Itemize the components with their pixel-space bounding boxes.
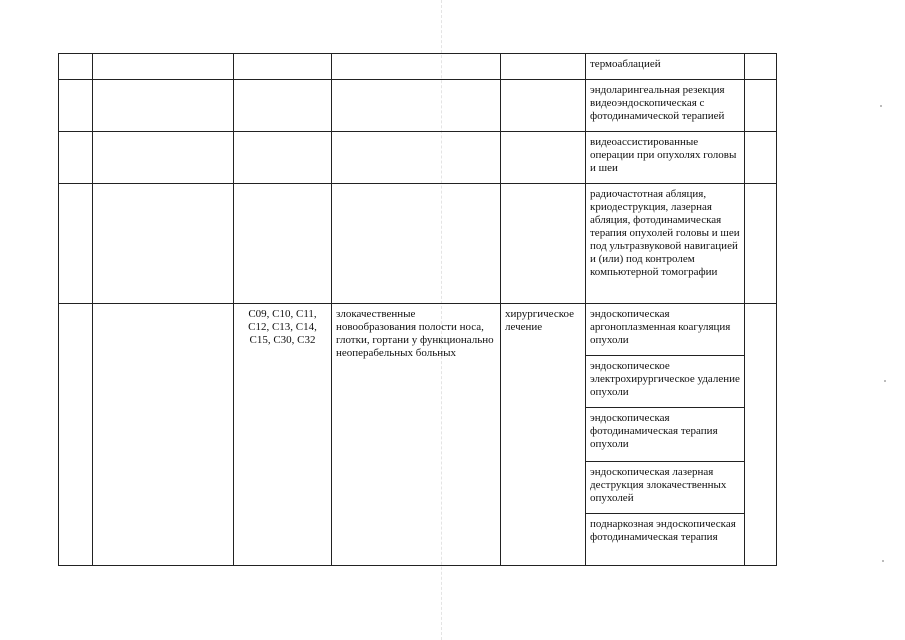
cell-profile: [93, 132, 234, 184]
cell-diagnosis: [332, 132, 501, 184]
cell-method: эндоскопическая лазерная деструкция злокачественных опухолей: [586, 462, 745, 514]
cell-method: термоаблацией: [586, 54, 745, 80]
cell-treatment: [501, 54, 586, 80]
cell-codes: [234, 80, 332, 132]
cell-treatment: [501, 80, 586, 132]
cell-method: поднаркозная эндоскопическая фотодинамическая терапия: [586, 514, 745, 566]
cell-codes: [234, 132, 332, 184]
cell-method: эндоскопическая аргоноплазменная коагуляция опухоли: [586, 304, 745, 356]
cell-method: эндоларингеальная резекция видеоэндоскопическая с фотодинамической терапией: [586, 80, 745, 132]
cell-profile: [93, 54, 234, 80]
cell-codes: C09, C10, C11, C12, C13, C14, C15, C30, C32: [234, 304, 332, 566]
cell-method: эндоскопическое электрохирургическое удаление опухоли: [586, 356, 745, 408]
cell-number: [59, 184, 93, 304]
cell-norm: [745, 184, 777, 304]
cell-norm: [745, 80, 777, 132]
table-row: [59, 132, 777, 184]
cell-profile: [93, 184, 234, 304]
cell-profile: [93, 80, 234, 132]
scan-artifact: [880, 105, 882, 107]
cell-diagnosis: злокачественные новообразования полости носа, глотки, гортани у функционально неоперабельных больных: [332, 304, 501, 566]
scan-artifact: [884, 380, 886, 382]
cell-profile: [93, 304, 234, 566]
cell-number: [59, 304, 93, 566]
cell-treatment: [501, 132, 586, 184]
cell-diagnosis: [332, 184, 501, 304]
scan-artifact: [882, 560, 884, 562]
cell-codes: [234, 54, 332, 80]
cell-number: [59, 54, 93, 80]
medical-care-table: [58, 53, 777, 566]
cell-norm: [745, 54, 777, 80]
cell-diagnosis: [332, 54, 501, 80]
cell-number: [59, 80, 93, 132]
cell-norm: [745, 304, 777, 566]
cell-diagnosis: [332, 80, 501, 132]
cell-norm: [745, 132, 777, 184]
table-row: [59, 304, 777, 356]
cell-method: радиочастотная абляция, криодеструкция, лазерная абляция, фотодинамическая терапия опухолей головы и шеи под ультразвуковой навигацией и (или) под контролем компьютерной томографии: [586, 184, 745, 304]
table-row: [59, 184, 777, 304]
cell-treatment: [501, 184, 586, 304]
cell-codes: [234, 184, 332, 304]
cell-method: видеоассистированные операции при опухолях головы и шеи: [586, 132, 745, 184]
cell-method: эндоскопическая фотодинамическая терапия опухоли: [586, 408, 745, 462]
table-row: [59, 80, 777, 132]
table-row: [59, 54, 777, 80]
cell-number: [59, 132, 93, 184]
cell-treatment: хирургическое лечение: [501, 304, 586, 566]
